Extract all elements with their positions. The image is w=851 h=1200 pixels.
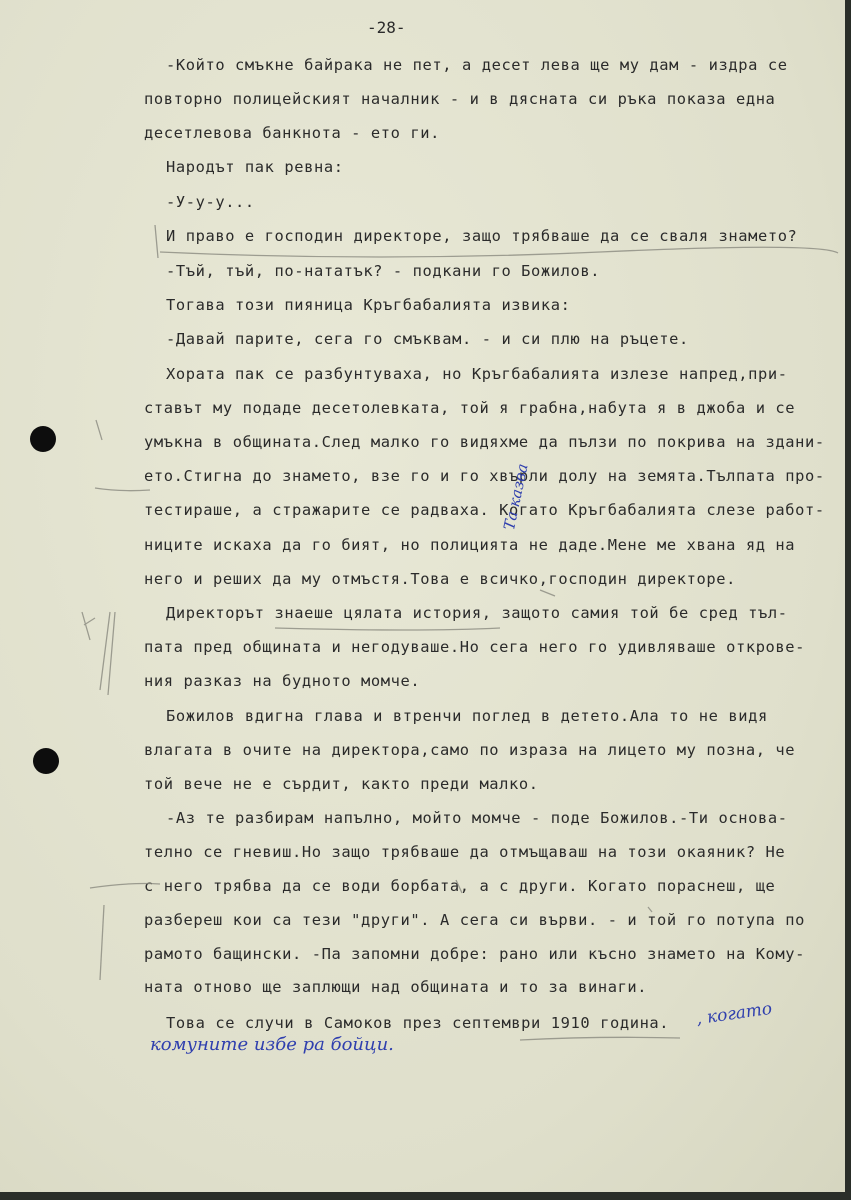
text-line: ния разказ на будното момче. (144, 672, 421, 690)
scan-edge-bottom (0, 1192, 851, 1200)
text-line: -У-у-у... (166, 193, 255, 211)
text-line: пата пред общината и негодуваше.Но сега него го удивляваше открове- (144, 638, 806, 656)
text-line: Народът пак ревна: (166, 158, 344, 176)
text-line: -Давай парите, сега го смъквам. - и си плю на ръцете. (166, 330, 689, 348)
scan-edge-right (845, 0, 851, 1200)
text-line: рамото бащински. -Па запомни добре: рано или късно знамето на Кому- (144, 945, 806, 963)
text-line: ставът му подаде десетолевката, той я грабна,набута я в джоба и се (144, 399, 796, 417)
text-line: Хората пак се разбунтуваха, но Кръгбабалията излезе напред,при- (166, 365, 788, 383)
text-line: телно се гневиш.Но защо трябваше да отмъщаваш на този окаяник? Не (144, 843, 786, 861)
text-line: тестираше, а стражарите се радваха. Когато Кръгбабалията слезе работ- (144, 501, 825, 519)
text-line: Директорът знаеше цялата история, защото самия той бе сред тъл- (166, 604, 788, 622)
handwritten-addition: , когато (694, 998, 774, 1030)
handwritten-insert: Та казва (500, 461, 532, 532)
text-line: с него трябва да се води борбата, а с други. Когато пораснеш, ще (144, 877, 776, 895)
text-line: повторно полицейският началник - и в дясната си ръка показа една (144, 90, 776, 108)
text-line: -Тъй, тъй, по-нататък? - подкани го Божилов. (166, 262, 601, 280)
text-line: умъкна в общината.След малко го видяхме да пълзи по покрива на здани- (144, 433, 825, 451)
text-line: ниците искаха да го бият, но полицията не даде.Мене ме хвана яд на (144, 536, 796, 554)
text-line: Това се случи в Самоков през септември 1910 година. (166, 1014, 670, 1032)
text-line: -Който смъкне байрака не пет, а десет лева ще му дам - издра се (166, 56, 788, 74)
text-line: -Аз те разбирам напълно, мойто момче - поде Божилов.-Ти основа- (166, 809, 788, 827)
text-line: Тогава този пияница Кръгбабалията извика: (166, 296, 571, 314)
text-line: И право е господин директоре, защо трябваше да се сваля знамето? (166, 227, 798, 245)
text-line: него и реших да му отмъстя.Това е всичко,господин директоре. (144, 570, 736, 588)
handwritten-note: комуните избе ра бойци. (150, 1034, 394, 1055)
text-line: той вече не е сърдит, както преди малко. (144, 775, 539, 793)
text-line: десетлевова банкнота - ето ги. (144, 124, 440, 142)
text-line: влагата в очите на директора,само по израза на лицето му позна, че (144, 741, 796, 759)
text-line: ето.Стигна до знамето, взе го и го хвърли долу на земята.Тълпата про- (144, 467, 825, 485)
text-line: ната отново ще заплющи над общината и то за винаги. (144, 978, 648, 996)
text-line: разбереш кои са тези "други". А сега си върви. - и той го потупа по (144, 911, 806, 929)
page-number: -28- (367, 18, 406, 37)
text-line: Божилов вдигна глава и втренчи поглед в детето.Ала то не видя (166, 707, 768, 725)
